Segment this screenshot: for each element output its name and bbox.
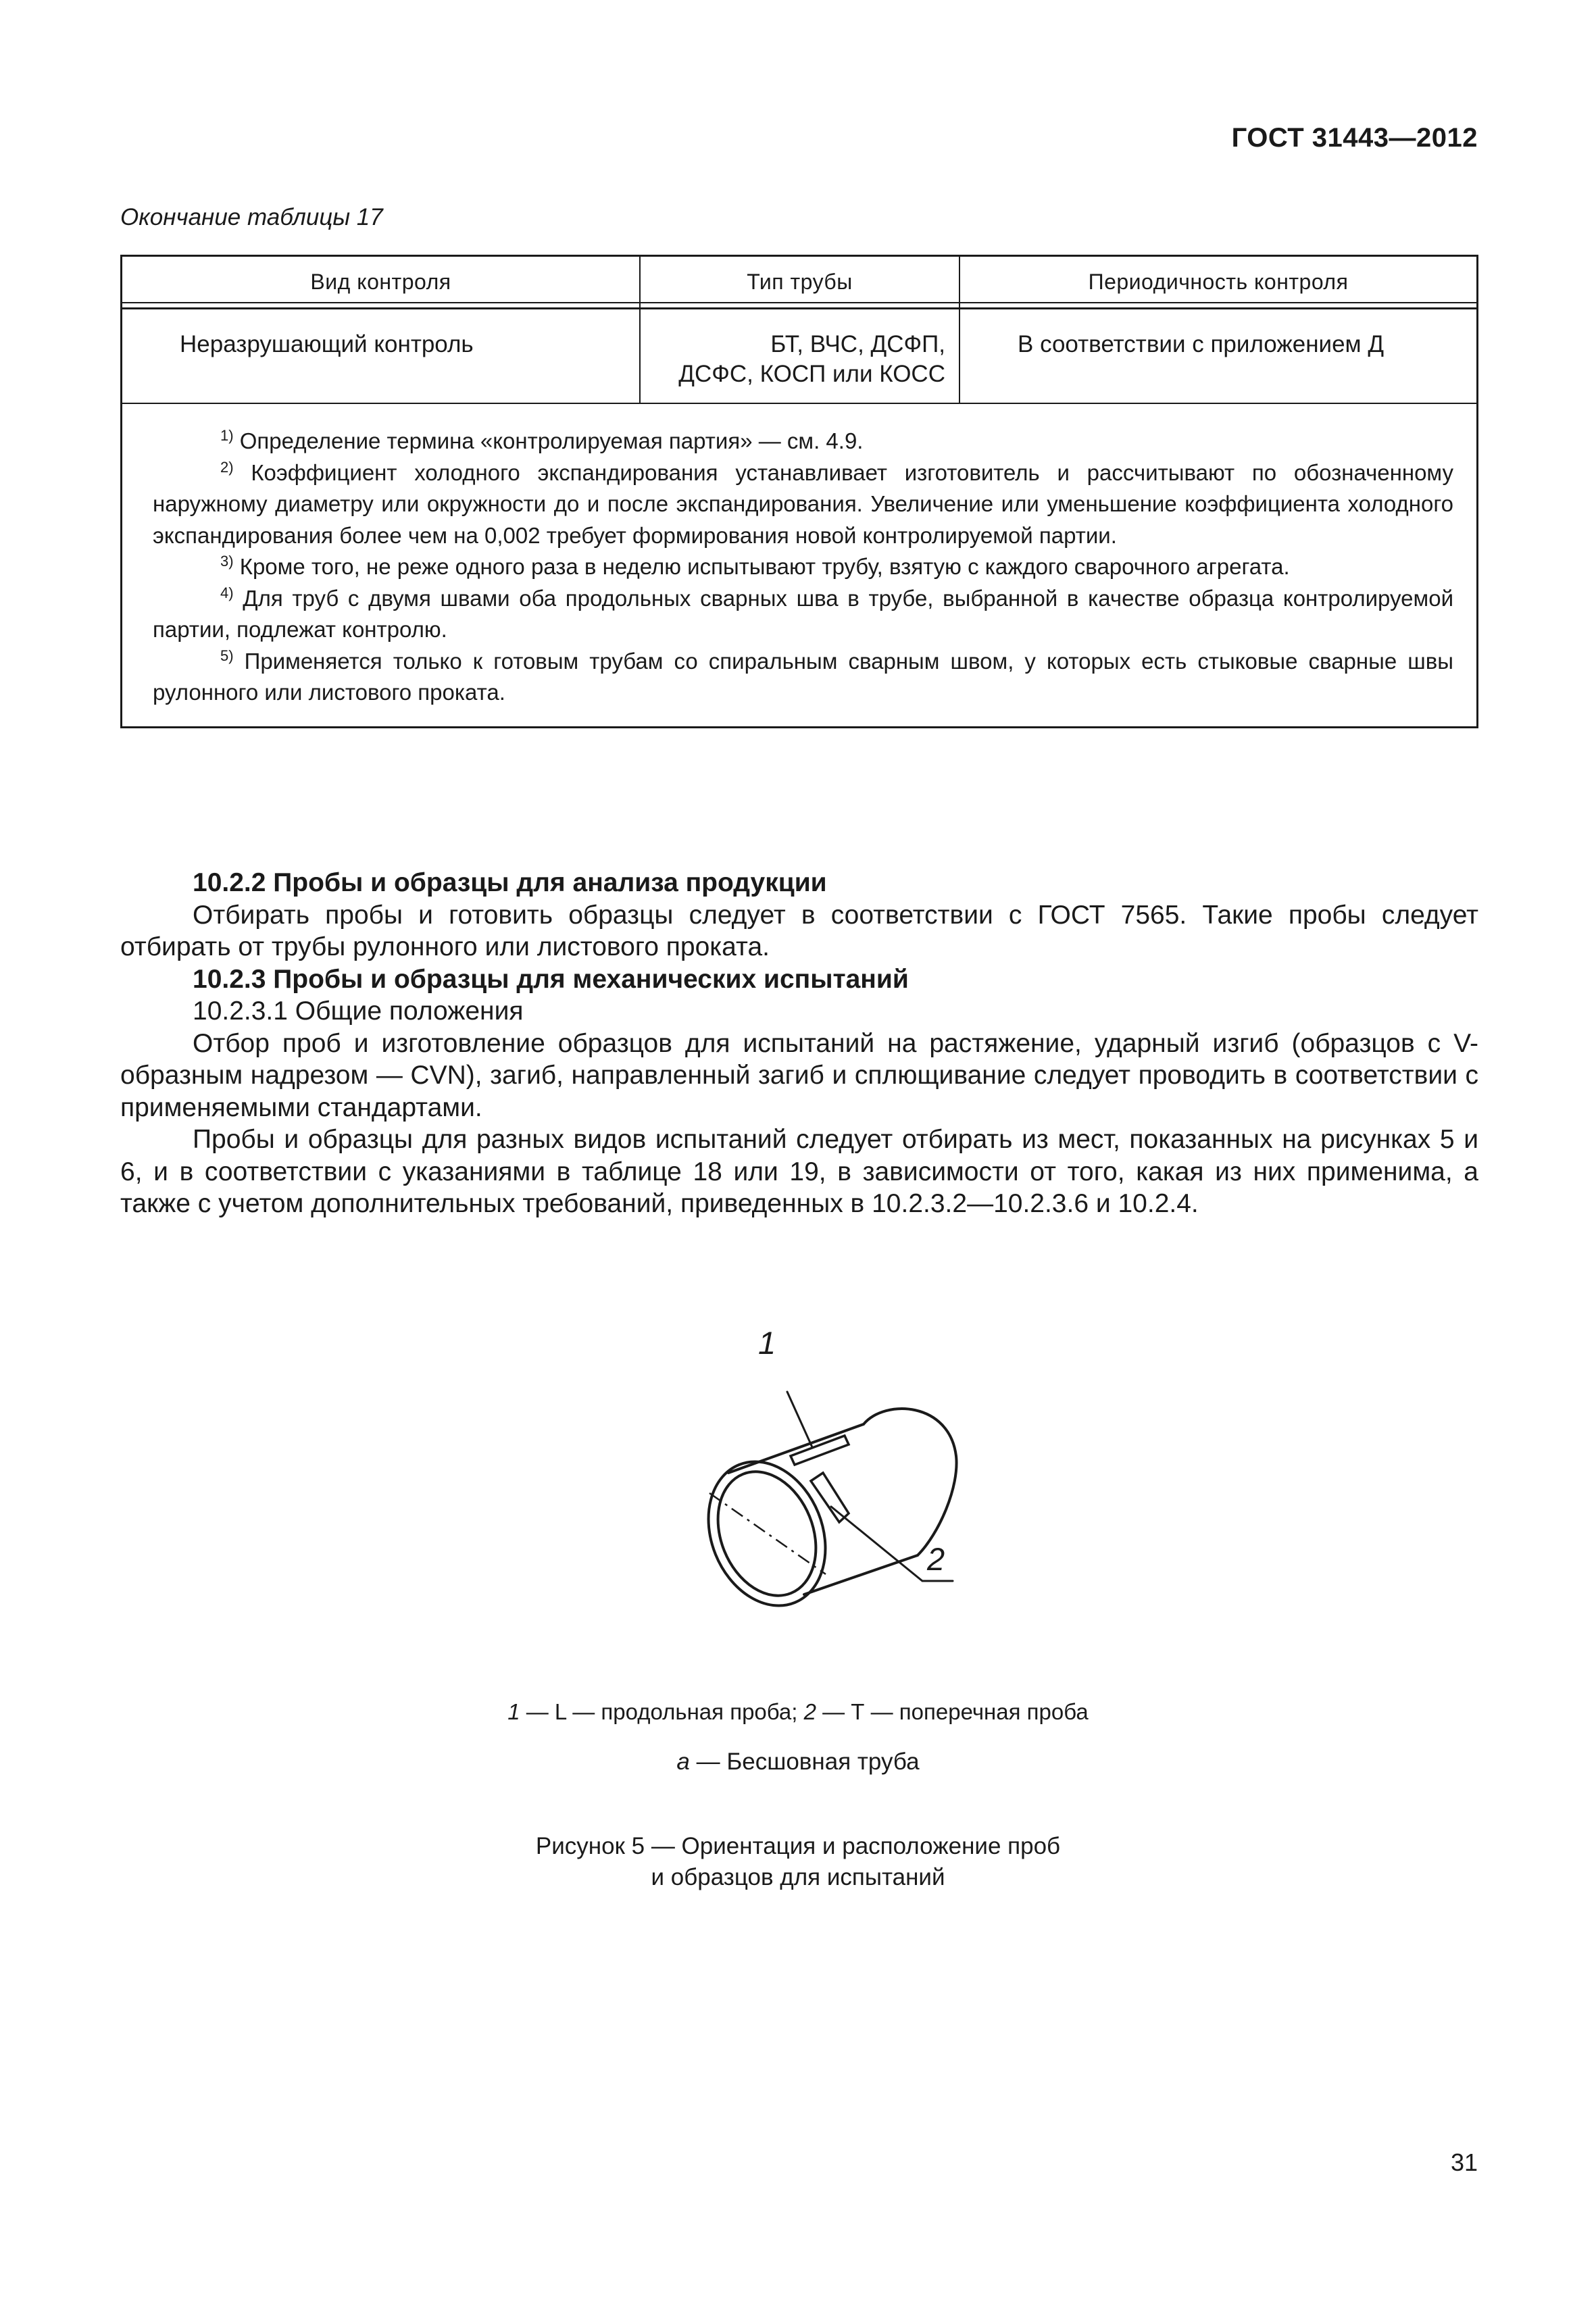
pipe-far-end <box>864 1409 957 1555</box>
table-footnotes <box>122 404 1476 726</box>
column-header-periodicity: Периодичность контроля <box>1088 270 1349 294</box>
cell-periodicity: В соответствии с приложением Д <box>1018 331 1385 357</box>
figure-caption-line-1: Рисунок 5 — Ориентация и расположение проб <box>535 1833 1061 1859</box>
figure-caption <box>0 1831 1596 1893</box>
subsection-title: 10.2.3.1 Общие положения <box>193 997 524 1026</box>
figure-subcaption <box>0 1749 1596 1776</box>
footnote <box>153 583 1453 646</box>
subcaption-letter: а <box>676 1749 690 1775</box>
table-row <box>122 309 1476 404</box>
footnote-text: Определение термина «контролируемая партия» — см. 4.9. <box>239 428 864 453</box>
cell-pipe-type <box>641 309 960 403</box>
table-17 <box>120 255 1478 728</box>
footnote <box>153 457 1453 552</box>
figure-label-2: 2 <box>927 1541 945 1577</box>
footnote-mark: 5) <box>220 647 234 664</box>
column-header-control-type: Вид контроля <box>122 257 641 307</box>
main-text <box>120 867 1478 1220</box>
footnote-text: Коэффициент холодного экспандирования устанавливает изготовитель и рассчитывают по обозначенному наружному диаметру или окружности до и после экспандирования. Увеличение или уменьшение коэффициента холодного экспандирования более чем на 0,002 требует формирования новой контролируемой партии. <box>153 459 1453 548</box>
footnote <box>153 551 1453 583</box>
pipe-type-line-1: БТ, ВЧС, ДСФП, <box>770 331 945 357</box>
footnote-text: Для труб с двумя швами оба продольных сварных шва в трубе, выбранной в качестве образца контролируемой партии, подлежат контролю. <box>153 585 1453 642</box>
footnote-mark: 2) <box>220 458 234 476</box>
pipe-drawing <box>649 1311 973 1635</box>
transverse-sample <box>811 1473 849 1522</box>
pipe-type-line-2: ДСФС, КОСП или КОСС <box>678 361 945 387</box>
figure-legend <box>0 1699 1596 1725</box>
pipe-axis-line <box>709 1493 826 1574</box>
figure-5-pipe-diagram <box>649 1311 973 1635</box>
section-heading-10-2-2: 10.2.2 Пробы и образцы для анализа продукции <box>193 868 827 897</box>
legend-text-1: — L — продольная проба; <box>520 1699 804 1724</box>
footnote-mark: 4) <box>220 584 234 601</box>
footnote-text: Применяется только к готовым трубам со спиральным сварным швом, у которых есть стыковые сварные швы рулонного или листового проката. <box>153 648 1453 705</box>
document-number: ГОСТ 31443—2012 <box>1231 123 1478 153</box>
footnote-mark: 1) <box>220 427 234 444</box>
table-caption: Окончание таблицы 17 <box>120 204 383 230</box>
cell-control-type: Неразрушающий контроль <box>122 309 641 403</box>
legend-number-2: 2 <box>803 1699 816 1724</box>
paragraph: Отбор проб и изготовление образцов для испытаний на растяжение, ударный изгиб (образцов с V-образным надрезом — CVN), загиб, направленный загиб и сплющивание следует проводить в соответствии с применяемыми стандартами. <box>120 1028 1478 1122</box>
footnote-mark: 3) <box>220 553 234 570</box>
section-heading-10-2-3: 10.2.3 Пробы и образцы для механических испытаний <box>193 964 909 994</box>
figure-label-1: 1 <box>758 1325 776 1361</box>
legend-number-1: 1 <box>507 1699 520 1724</box>
legend-text-2: — Т — поперечная проба <box>816 1699 1089 1724</box>
footnote-text: Кроме того, не реже одного раза в неделю испытывают трубу, взятую с каждого сварочного агрегата. <box>239 554 1290 579</box>
paragraph: Отбирать пробы и готовить образцы следует в соответствии с ГОСТ 7565. Такие пробы следует отбирать от трубы рулонного или листового проката. <box>120 900 1478 961</box>
page-number: 31 <box>1450 2148 1478 2176</box>
pipe-top-edge <box>728 1424 864 1473</box>
paragraph: Пробы и образцы для разных видов испытаний следует отбирать из мест, показанных на рисунках 5 и 6, и в соответствии с указаниями в таблице 18 или 19, в зависимости от того, какая из них применима, а также с учетом дополнительных требований, приведенных в 10.2.3.2—10.2.3.6 и 10.2.4. <box>120 1125 1478 1218</box>
pipe-outer-ring <box>688 1444 846 1623</box>
table-header-row <box>122 257 1476 309</box>
figure-caption-line-2: и образцов для испытаний <box>651 1864 945 1890</box>
column-header-pipe-type: Тип трубы <box>641 257 960 307</box>
subcaption-text: — Бесшовная труба <box>689 1749 920 1775</box>
footnote <box>153 646 1453 709</box>
leader-line-1 <box>787 1392 812 1447</box>
footnote <box>153 426 1453 457</box>
